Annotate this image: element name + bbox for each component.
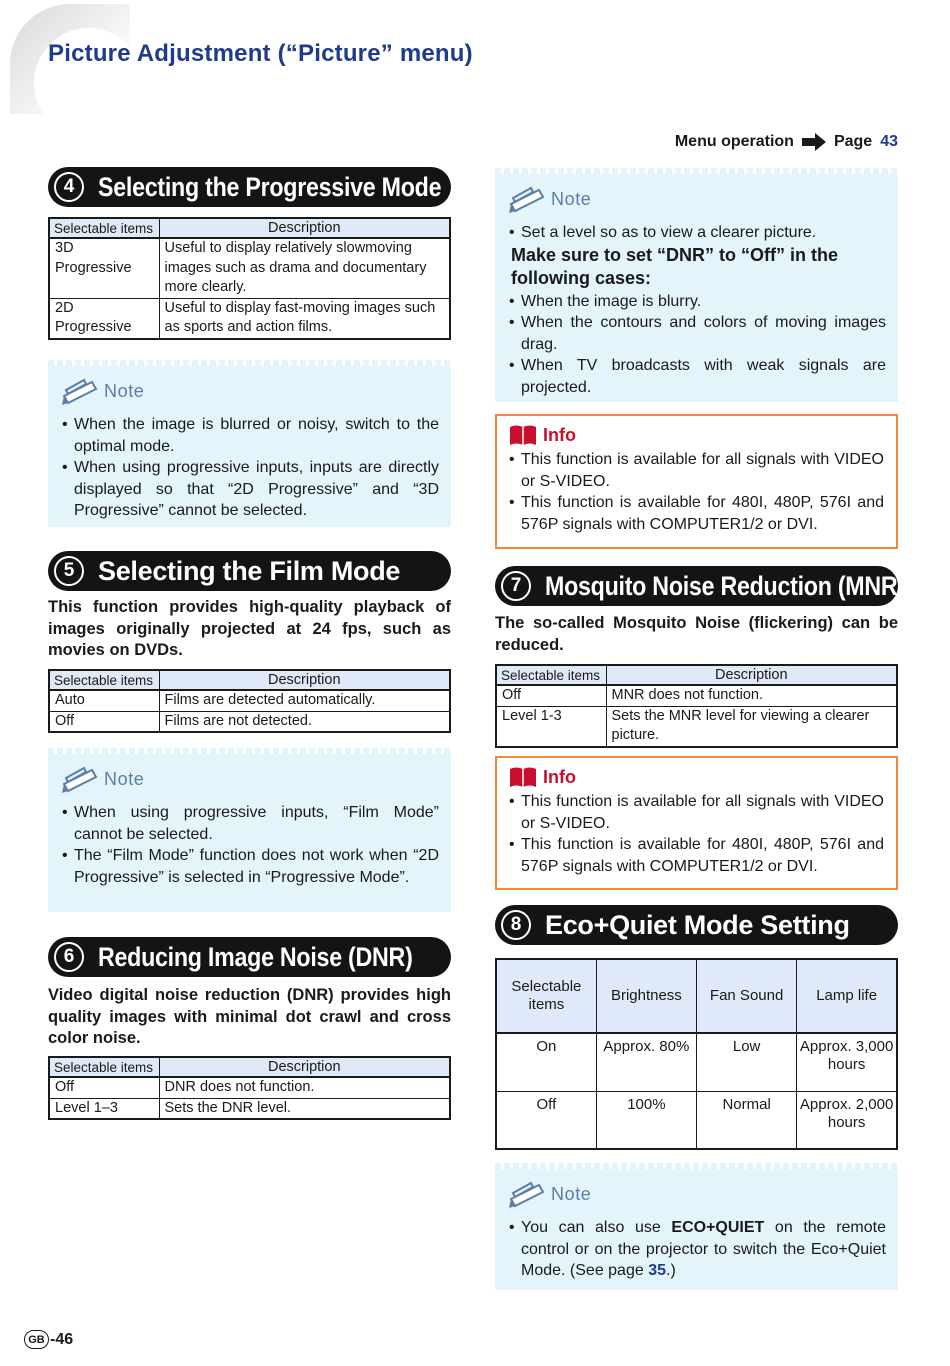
note-header bbox=[509, 1179, 886, 1209]
page-ref-number[interactable]: 43 bbox=[880, 133, 898, 150]
list-item bbox=[509, 1217, 886, 1282]
page-link[interactable]: 35 bbox=[648, 1262, 666, 1279]
table-row bbox=[49, 1098, 450, 1119]
table-header: Description bbox=[159, 670, 450, 690]
table-row bbox=[49, 238, 450, 298]
note-list bbox=[509, 291, 886, 399]
table-header: Selectable items bbox=[49, 218, 159, 238]
note-box-progressive bbox=[48, 360, 451, 527]
info-list bbox=[509, 449, 884, 535]
note-label: Note bbox=[104, 380, 145, 401]
page-title: Picture Adjustment (“Picture” menu) bbox=[48, 40, 473, 67]
section-heading-eco bbox=[495, 905, 898, 945]
region-badge: GB bbox=[24, 1330, 49, 1349]
note-text: .) bbox=[666, 1262, 676, 1279]
note-text: on the remote control or on the projector to switch the Eco+Quiet Mode. (See page bbox=[521, 1219, 886, 1279]
table-header: Fan Sound bbox=[697, 959, 797, 1033]
table-row bbox=[49, 690, 450, 711]
table-header: Selectable items bbox=[49, 670, 159, 690]
table-cell-desc: DNR does not function. bbox=[159, 1077, 450, 1098]
note-box-eco bbox=[495, 1163, 898, 1290]
section-heading-film bbox=[48, 551, 451, 591]
note-bold-term: ECO+QUIET bbox=[671, 1219, 765, 1236]
list-item: • When TV broadcasts with weak signals are projected. bbox=[509, 355, 886, 398]
page-number: -46 bbox=[50, 1330, 74, 1348]
table-cell: Low bbox=[697, 1033, 797, 1091]
section-title: Selecting the Film Mode bbox=[98, 555, 401, 586]
note-header bbox=[62, 764, 439, 794]
section-number: 5 bbox=[54, 556, 84, 586]
table-row bbox=[496, 685, 897, 706]
section-title: Reducing Image Noise (DNR) bbox=[98, 941, 413, 972]
list-item: • The “Film Mode” function does not work when “2D Progressive” is selected in “Progressive Mode”. bbox=[62, 845, 439, 888]
dnr-table bbox=[48, 1056, 451, 1120]
table-cell-desc: Films are not detected. bbox=[159, 711, 450, 732]
table-cell: Normal bbox=[697, 1091, 797, 1149]
table-cell-desc: Useful to display fast-moving images such as sports and action films. bbox=[159, 298, 450, 339]
note-box-film bbox=[48, 748, 451, 912]
section-heading-progressive bbox=[48, 167, 451, 207]
table-cell-desc: Useful to display relatively slowmoving images such as drama and documentary more clearly. bbox=[159, 238, 450, 298]
table-header: Brightness bbox=[596, 959, 696, 1033]
table-row bbox=[49, 711, 450, 732]
note-label: Note bbox=[104, 768, 145, 789]
note-header bbox=[62, 376, 439, 406]
pencil-note-icon bbox=[509, 184, 547, 214]
note-header bbox=[509, 184, 886, 214]
info-box-dnr bbox=[495, 414, 898, 549]
list-item: • When the image is blurry. bbox=[509, 291, 886, 313]
mnr-lead-text: The so-called Mosquito Noise (flickering) can be reduced. bbox=[495, 614, 898, 654]
note-box-dnr bbox=[495, 168, 898, 402]
pencil-note-icon bbox=[62, 764, 100, 794]
page-footer bbox=[24, 1330, 73, 1349]
table-header: Selectable items bbox=[496, 665, 606, 685]
info-list bbox=[509, 791, 884, 877]
note-list bbox=[62, 802, 439, 888]
table-cell-desc: MNR does not function. bbox=[606, 685, 897, 706]
list-item: • When using progressive inputs, inputs are directly displayed so that “2D Progressive” and “3D Progressive” cannot be selected. bbox=[62, 457, 439, 522]
note-label: Note bbox=[551, 188, 592, 209]
list-item: • This function is available for 480I, 480P, 576I and 576P signals with COMPUTER1/2 or DVI. bbox=[509, 834, 884, 877]
table-cell-item: Auto bbox=[49, 690, 159, 711]
table-cell-item: 3D Progressive bbox=[49, 238, 159, 298]
note-label: Note bbox=[551, 1183, 592, 1204]
table-header: Lamp life bbox=[797, 959, 897, 1033]
info-label: Info bbox=[543, 424, 576, 445]
section-number: 7 bbox=[501, 571, 531, 601]
pencil-note-icon bbox=[62, 376, 100, 406]
table-cell-desc: Films are detected automatically. bbox=[159, 690, 450, 711]
film-lead-text: This function provides high-quality playback of images originally projected at 24 fps, such as movies on DVDs. bbox=[48, 598, 451, 659]
list-item: • This function is available for 480I, 480P, 576I and 576P signals with COMPUTER1/2 or DVI. bbox=[509, 492, 884, 535]
progressive-table bbox=[48, 217, 451, 340]
table-cell: 100% bbox=[596, 1091, 696, 1149]
table-cell: Off bbox=[496, 1091, 596, 1149]
table-header: Description bbox=[606, 665, 897, 685]
table-cell-item: Off bbox=[49, 1077, 159, 1098]
list-item: • When using progressive inputs, “Film Mode” cannot be selected. bbox=[62, 802, 439, 845]
section-heading-dnr bbox=[48, 937, 451, 977]
book-info-icon bbox=[509, 424, 537, 446]
table-header: Selectable items bbox=[49, 1057, 159, 1077]
table-row bbox=[49, 298, 450, 339]
table-cell-item: Off bbox=[49, 711, 159, 732]
section-number: 4 bbox=[54, 172, 84, 202]
table-cell-item: 2D Progressive bbox=[49, 298, 159, 339]
table-row bbox=[496, 1033, 897, 1091]
table-cell-desc: Sets the MNR level for viewing a clearer picture. bbox=[606, 706, 897, 747]
table-header: Selectable items bbox=[496, 959, 596, 1033]
table-cell-item: Level 1–3 bbox=[49, 1098, 159, 1119]
page-ref-label: Page bbox=[833, 133, 873, 150]
eco-table bbox=[495, 958, 898, 1150]
note-list bbox=[509, 222, 886, 244]
menu-operation-label: Menu operation bbox=[674, 133, 794, 150]
table-header: Description bbox=[159, 1057, 450, 1077]
info-header bbox=[509, 766, 884, 788]
list-item: • When the image is blurred or noisy, switch to the optimal mode. bbox=[62, 414, 439, 457]
section-number: 8 bbox=[501, 910, 531, 940]
dnr-lead-text: Video digital noise reduction (DNR) provides high quality images with minimal dot crawl and cross color noise. bbox=[48, 986, 451, 1047]
section-title: Mosquito Noise Reduction (MNR) bbox=[545, 570, 905, 601]
table-header: Description bbox=[159, 218, 450, 238]
pencil-note-icon bbox=[509, 1179, 547, 1209]
info-label: Info bbox=[543, 766, 576, 787]
table-cell: Approx. 2,000 hours bbox=[797, 1091, 897, 1149]
section-number: 6 bbox=[54, 942, 84, 972]
list-item: • This function is available for all signals with VIDEO or S-VIDEO. bbox=[509, 791, 884, 834]
list-item: • When the contours and colors of moving images drag. bbox=[509, 312, 886, 355]
mnr-table bbox=[495, 664, 898, 748]
table-cell: Approx. 3,000 hours bbox=[797, 1033, 897, 1091]
section-title: Eco+Quiet Mode Setting bbox=[545, 909, 850, 940]
table-cell: On bbox=[496, 1033, 596, 1091]
table-row bbox=[49, 1077, 450, 1098]
info-header bbox=[509, 424, 884, 446]
note-list bbox=[62, 414, 439, 522]
table-row bbox=[496, 1091, 897, 1149]
note-bold-line: Make sure to set “DNR” to “Off” in the following cases: bbox=[511, 244, 839, 288]
note-list bbox=[509, 1217, 886, 1282]
info-box-mnr bbox=[495, 756, 898, 890]
table-cell-item: Level 1-3 bbox=[496, 706, 606, 747]
table-cell-desc: Sets the DNR level. bbox=[159, 1098, 450, 1119]
menu-operation-ref bbox=[675, 133, 898, 151]
table-cell: Approx. 80% bbox=[596, 1033, 696, 1091]
arrow-right-icon bbox=[802, 133, 826, 151]
book-info-icon bbox=[509, 766, 537, 788]
section-heading-mnr bbox=[495, 566, 905, 606]
list-item: • This function is available for all signals with VIDEO or S-VIDEO. bbox=[509, 449, 884, 492]
film-table bbox=[48, 669, 451, 733]
table-row bbox=[496, 706, 897, 747]
table-cell-item: Off bbox=[496, 685, 606, 706]
list-item: • Set a level so as to view a clearer picture. bbox=[509, 222, 886, 244]
section-title: Selecting the Progressive Mode bbox=[98, 171, 442, 202]
note-text: You can also use bbox=[521, 1219, 672, 1236]
